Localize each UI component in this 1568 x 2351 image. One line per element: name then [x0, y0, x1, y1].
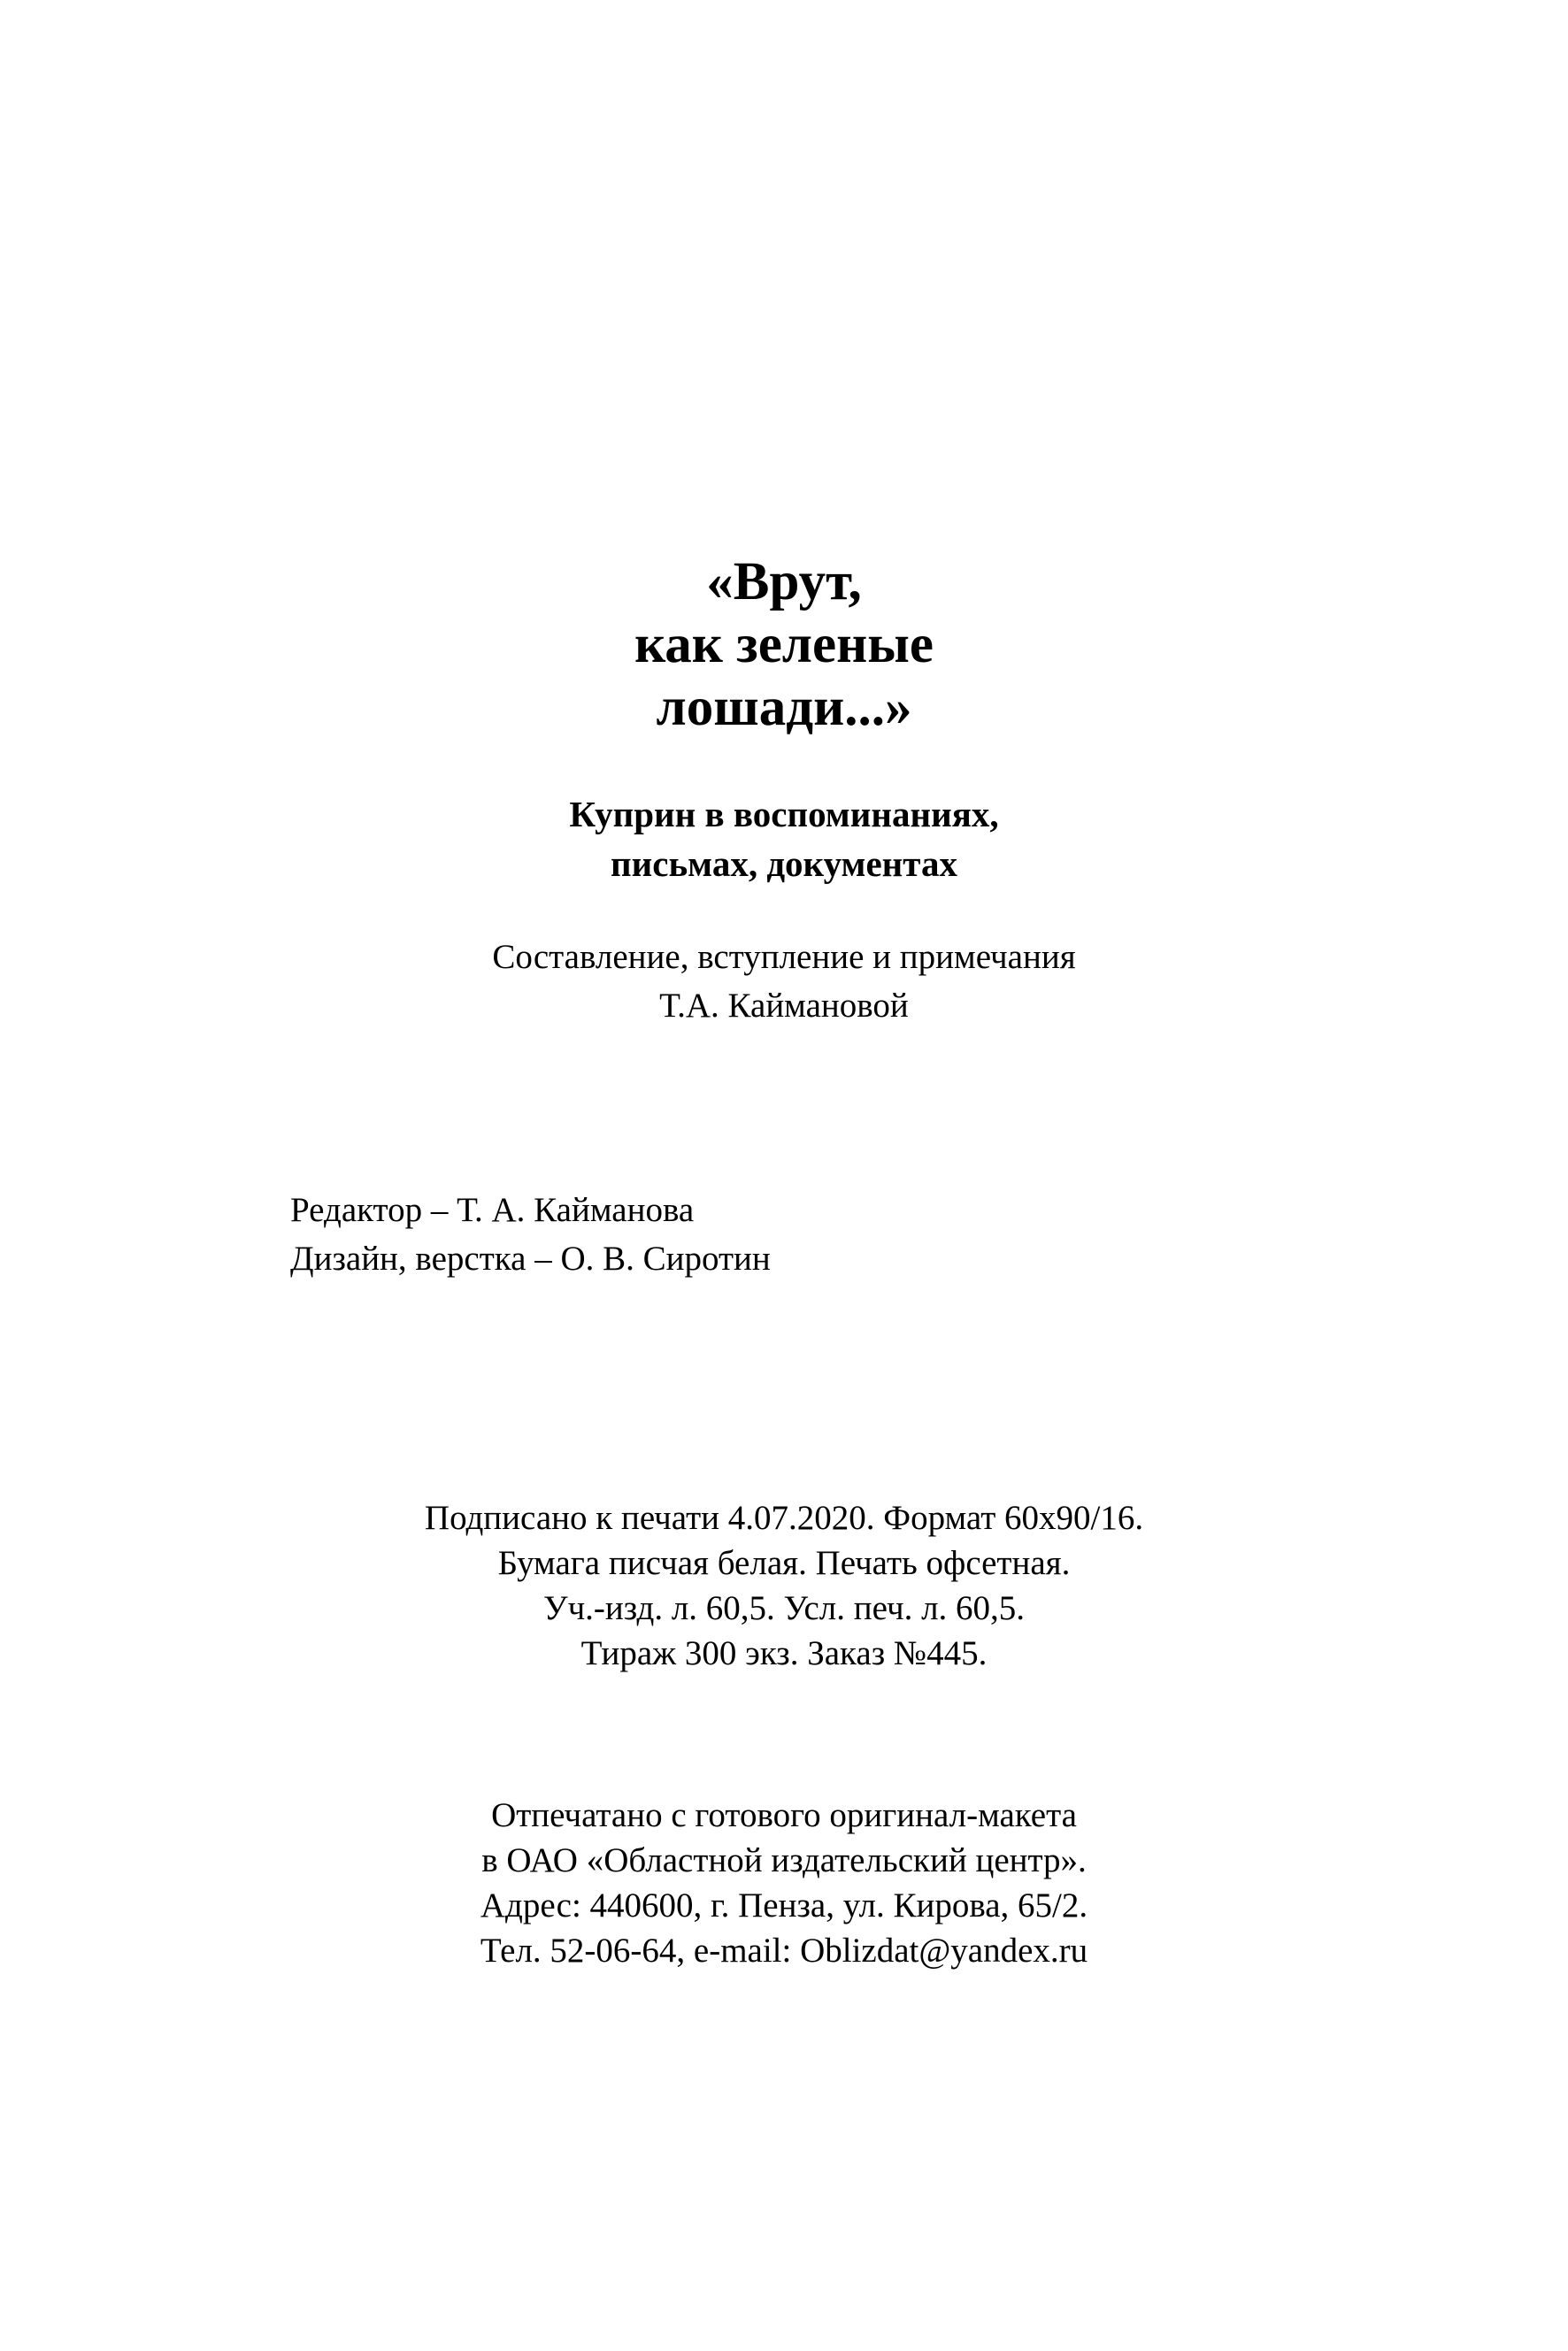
book-subtitle-line: письмах, документах: [611, 843, 957, 884]
printer-info: [0, 1793, 1568, 1973]
book-title: [0, 550, 1568, 739]
book-subtitle-line: Куприн в воспоминаниях,: [569, 794, 999, 834]
editor-credit: Редактор – Т. А. Кайманова: [290, 1191, 695, 1229]
printer-info-line: Тел. 52-06-64, e-mail: Oblizdat@yandex.ru: [480, 1932, 1088, 1970]
design-credit: Дизайн, верстка – О. В. Сиротин: [290, 1240, 771, 1278]
book-title-line: лошади...»: [656, 678, 912, 737]
imprint-line: Тираж 300 экз. Заказ №445.: [580, 1634, 988, 1672]
book-subtitle: [0, 789, 1568, 888]
imprint-line: Бумага писчая белая. Печать офсетная.: [497, 1544, 1071, 1582]
publication-imprint: [0, 1495, 1568, 1676]
compiler-credit-line: Т.А. Каймановой: [659, 987, 909, 1025]
compiler-credit: [0, 933, 1568, 1030]
printer-info-line: Отпечатано с готового оригинал-макета: [491, 1796, 1077, 1834]
book-title-line: «Врут,: [706, 552, 862, 611]
printer-info-line: в ОАО «Областной издательский центр».: [481, 1841, 1087, 1879]
staff-credits: [290, 1186, 771, 1283]
book-title-line: как зеленые: [634, 615, 934, 674]
imprint-line: Подписано к печати 4.07.2020. Формат 60х90/16.: [424, 1499, 1144, 1537]
printer-info-line: Адрес: 440600, г. Пенза, ул. Кирова, 65/2.: [480, 1886, 1088, 1925]
compiler-credit-line: Составление, вступление и примечания: [492, 938, 1076, 976]
imprint-line: Уч.-изд. л. 60,5. Усл. печ. л. 60,5.: [542, 1589, 1026, 1627]
